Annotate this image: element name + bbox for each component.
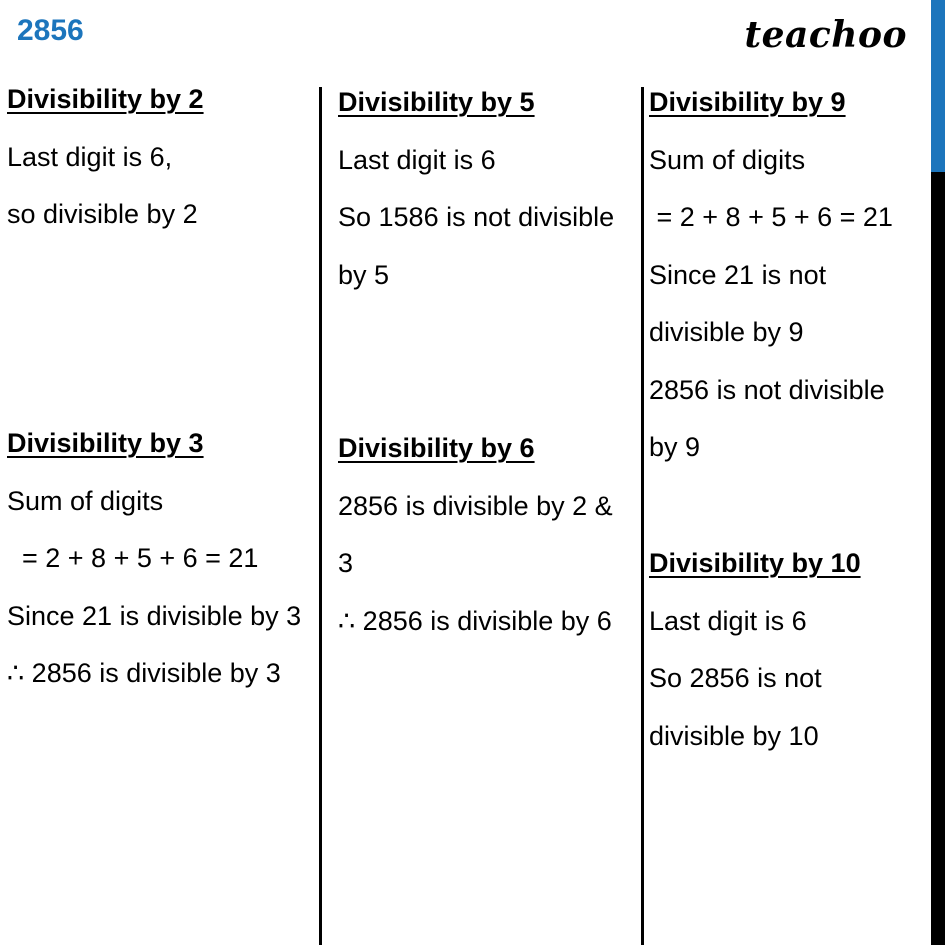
section-line: Last digit is 6, [7, 141, 173, 172]
column-divider-1 [319, 87, 322, 945]
section-heading: Divisibility by 9 [649, 87, 846, 117]
section-line: divisible by 9 [649, 317, 804, 347]
section-line: Sum of digits [7, 485, 164, 516]
section-line: Last digit is 6 [338, 144, 496, 175]
section-line: ∴ 2856 is divisible by 6 [338, 605, 612, 636]
section-line: 3 [338, 548, 354, 578]
teachoo-logo: teachoo [744, 14, 907, 56]
section-line: = 2 + 8 + 5 + 6 = 21 [7, 543, 259, 573]
column-divider-2 [641, 87, 644, 945]
section-line: Sum of digits [649, 144, 806, 175]
section-line: by 9 [649, 432, 701, 462]
section-line: = 2 + 8 + 5 + 6 = 21 [649, 202, 893, 232]
section-heading: Divisibility by 6 [338, 433, 535, 463]
section-line: divisible by 10 [649, 720, 819, 751]
section-divisibility-by-10 [649, 535, 861, 765]
section-divisibility-by-3 [7, 415, 301, 703]
section-line: so divisible by 2 [7, 199, 198, 229]
section-line: ∴ 2856 is divisible by 3 [7, 658, 281, 688]
section-divisibility-by-2 [7, 71, 204, 244]
section-line: So 1586 is not divisible [338, 202, 615, 232]
section-line: Last digit is 6 [649, 605, 807, 636]
side-accent-bar [931, 0, 945, 945]
section-heading: Divisibility by 10 [649, 548, 861, 578]
section-divisibility-by-5 [338, 74, 614, 304]
section-line: So 2856 is not [649, 663, 822, 693]
section-heading: Divisibility by 2 [7, 84, 204, 114]
section-line: Since 21 is divisible by 3 [7, 600, 302, 631]
section-line: 2856 is divisible by 2 & [338, 490, 613, 521]
page-title: 2856 [17, 14, 84, 47]
section-line: Since 21 is not [649, 259, 827, 290]
section-line: 2856 is not divisible [649, 374, 885, 405]
side-bar-blue-segment [931, 0, 945, 172]
section-heading: Divisibility by 3 [7, 428, 204, 458]
section-heading: Divisibility by 5 [338, 87, 535, 117]
section-line: by 5 [338, 259, 390, 290]
section-divisibility-by-6 [338, 420, 613, 650]
section-divisibility-by-9 [649, 74, 893, 477]
side-bar-black-segment [931, 172, 945, 945]
